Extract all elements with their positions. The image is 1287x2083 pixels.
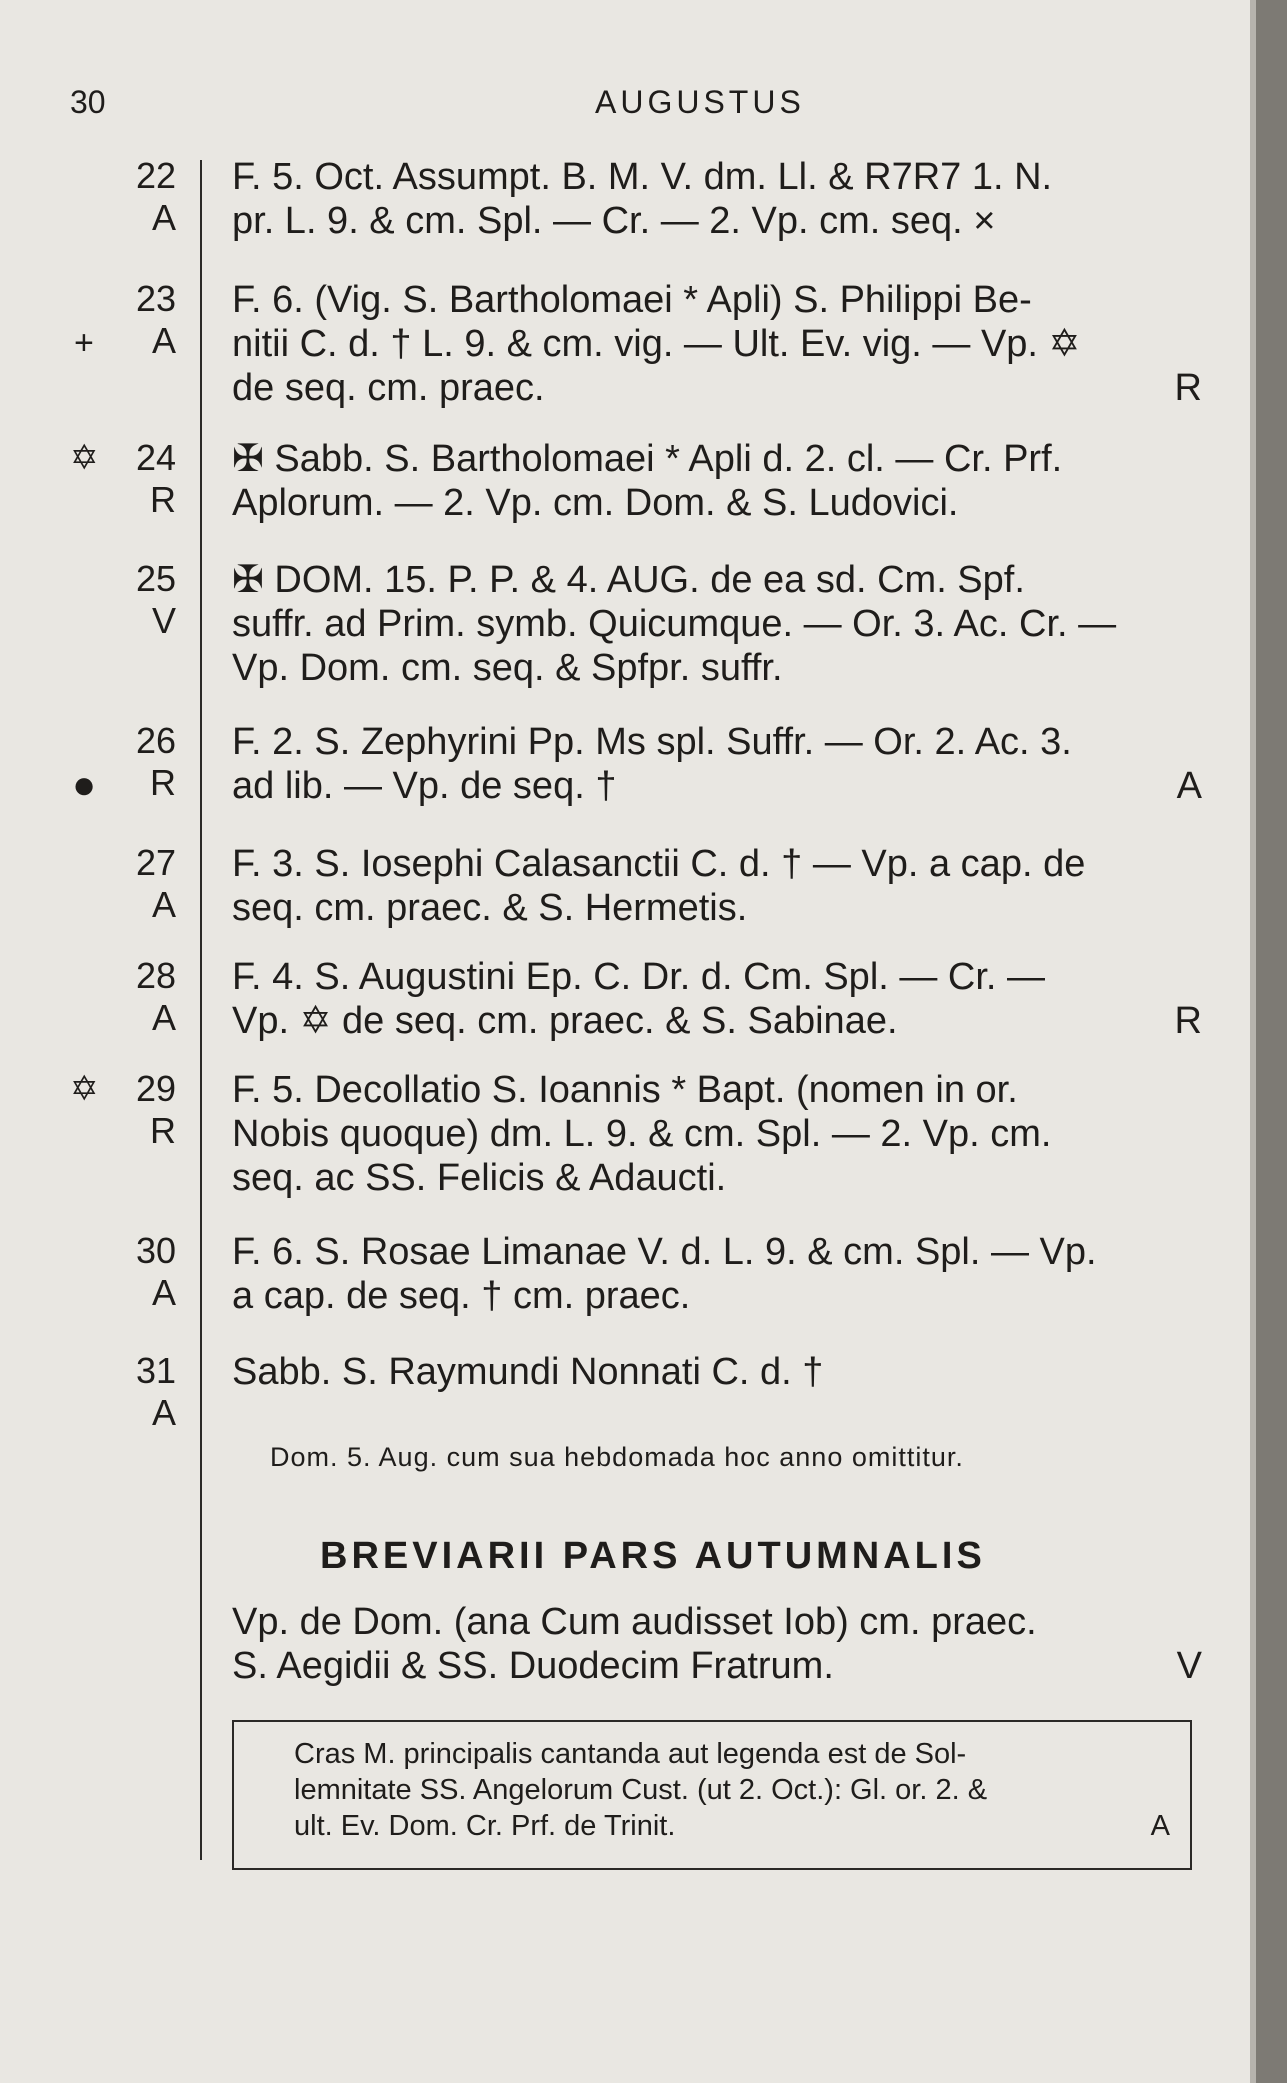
entry-line <box>232 999 1202 1043</box>
day-number: 31 <box>135 1350 176 1391</box>
day-26-label <box>0 720 180 807</box>
liturgical-color: A <box>151 884 176 925</box>
day-24-label <box>0 437 180 521</box>
day-28-label <box>0 955 180 1039</box>
black-dot-icon: ● <box>72 763 97 807</box>
omission-note: Dom. 5. Aug. cum sua hebdomada hoc anno omittitur. <box>270 1442 964 1472</box>
day-31-entry <box>232 1350 1202 1394</box>
running-head: AUGUSTUS <box>595 84 805 120</box>
day-24-entry <box>232 437 1202 525</box>
liturgical-color: R <box>150 762 176 803</box>
entry-line: ✠ DOM. 15. P. P. & 4. AUG. de ea sd. Cm. Spf. <box>232 559 1025 601</box>
page-number: 30 <box>70 84 106 120</box>
box-line: lemnitate SS. Angelorum Cust. (ut 2. Oct.): Gl. or. 2. & <box>294 1774 988 1806</box>
entry-line: nitii C. d. † L. 9. & cm. vig. — Ult. Ev. vig. — Vp. ✡ <box>232 323 1081 365</box>
entry-line: ✠ Sabb. S. Bartholomaei * Apli d. 2. cl. — Cr. Prf. <box>232 438 1063 480</box>
day-27-entry <box>232 842 1202 930</box>
entry-line: F. 4. S. Augustini Ep. C. Dr. d. Cm. Spl. — Cr. — <box>232 956 1046 998</box>
day-number: 25 <box>135 558 176 599</box>
day-25-label <box>0 558 180 642</box>
next-color: V <box>1176 1645 1202 1687</box>
day-number: 30 <box>135 1230 176 1271</box>
day-22-entry <box>232 155 1202 243</box>
day-number: 22 <box>135 155 176 196</box>
day-31-label <box>0 1350 180 1434</box>
next-color: A <box>1150 1810 1170 1842</box>
box-line <box>294 1808 1170 1844</box>
entry-line: Sabb. S. Raymundi Nonnati C. d. † <box>232 1351 824 1393</box>
entry-line-text: S. Aegidii & SS. Duodecim Fratrum. <box>232 1645 834 1687</box>
entry-line <box>232 366 1202 410</box>
box-line: Cras M. principalis cantanda aut legenda est de Sol- <box>294 1738 967 1770</box>
liturgical-color: R <box>150 479 176 520</box>
day-28-entry <box>232 955 1202 1043</box>
entry-line: pr. L. 9. & cm. Spl. — Cr. — 2. Vp. cm. seq. × <box>232 200 996 242</box>
day-number: 24 <box>135 437 176 478</box>
entry-line-text: de seq. cm. praec. <box>232 367 545 409</box>
day-23-label <box>0 278 180 362</box>
day-23-entry <box>232 278 1202 410</box>
day-25-entry <box>232 558 1202 690</box>
entry-line: a cap. de seq. † cm. praec. <box>232 1275 691 1317</box>
day-29-label <box>0 1068 180 1152</box>
section-entry <box>232 1600 1202 1688</box>
liturgical-color: A <box>151 320 176 361</box>
day-number: 29 <box>135 1068 176 1109</box>
section-heading: BREVIARII PARS AUTUMNALIS <box>320 1535 986 1577</box>
next-color: R <box>1174 367 1202 409</box>
entry-line: Vp. de Dom. (ana Cum audisset Iob) cm. praec. <box>232 1601 1037 1643</box>
entry-line: F. 5. Oct. Assumpt. B. M. V. dm. Ll. & R7R7 1. N. <box>232 156 1053 198</box>
day-27-label <box>0 842 180 926</box>
day-number: 26 <box>135 720 176 761</box>
entry-line: Vp. Dom. cm. seq. & Spfpr. suffr. <box>232 647 783 689</box>
entry-line-text: Vp. ✡ de seq. cm. praec. & S. Sabinae. <box>232 1000 898 1042</box>
day-22-label <box>0 155 180 239</box>
entry-line: F. 3. S. Iosephi Calasanctii C. d. † — Vp. a cap. de <box>232 843 1086 885</box>
entry-line: seq. cm. praec. & S. Hermetis. <box>232 887 748 929</box>
next-color: R <box>1174 1000 1202 1042</box>
day-number: 27 <box>135 842 176 883</box>
box-line-text: ult. Ev. Dom. Cr. Prf. de Trinit. <box>294 1810 676 1842</box>
entry-line: F. 2. S. Zephyrini Pp. Ms spl. Suffr. — Or. 2. Ac. 3. <box>232 721 1072 763</box>
liturgical-color: A <box>151 197 176 238</box>
entry-line: F. 5. Decollatio S. Ioannis * Bapt. (nomen in or. <box>232 1069 1018 1111</box>
liturgical-color: R <box>150 1110 176 1151</box>
day-number: 28 <box>135 955 176 996</box>
day-number: 23 <box>135 278 176 319</box>
entry-line <box>232 1644 1202 1688</box>
entry-line: suffr. ad Prim. symb. Quicumque. — Or. 3. Ac. Cr. — <box>232 603 1117 645</box>
day-29-entry <box>232 1068 1202 1200</box>
day-30-label <box>0 1230 180 1314</box>
star-of-david-icon: ✡ <box>70 1070 99 1108</box>
column-divider <box>200 160 202 1860</box>
entry-line: Aplorum. — 2. Vp. cm. Dom. & S. Ludovici. <box>232 482 959 524</box>
day-26-entry <box>232 720 1202 808</box>
entry-line: Nobis quoque) dm. L. 9. & cm. Spl. — 2. Vp. cm. <box>232 1113 1052 1155</box>
star-of-david-icon: ✡ <box>70 439 99 477</box>
entry-line: seq. ac SS. Felicis & Adaucti. <box>232 1157 727 1199</box>
entry-line: F. 6. (Vig. S. Bartholomaei * Apli) S. Philippi Be- <box>232 279 1032 321</box>
cross-mark: + <box>74 324 94 362</box>
boxed-note <box>232 1720 1192 1870</box>
entry-line-text: ad lib. — Vp. de seq. † <box>232 765 617 807</box>
liturgical-color: V <box>151 600 176 641</box>
liturgical-color: A <box>151 1392 176 1433</box>
day-30-entry <box>232 1230 1202 1318</box>
entry-line <box>232 764 1202 808</box>
liturgical-color: A <box>151 997 176 1038</box>
liturgical-color: A <box>151 1272 176 1313</box>
book-spine <box>1256 0 1287 2083</box>
next-color: A <box>1176 765 1202 807</box>
entry-line: F. 6. S. Rosae Limanae V. d. L. 9. & cm. Spl. — Vp. <box>232 1231 1097 1273</box>
